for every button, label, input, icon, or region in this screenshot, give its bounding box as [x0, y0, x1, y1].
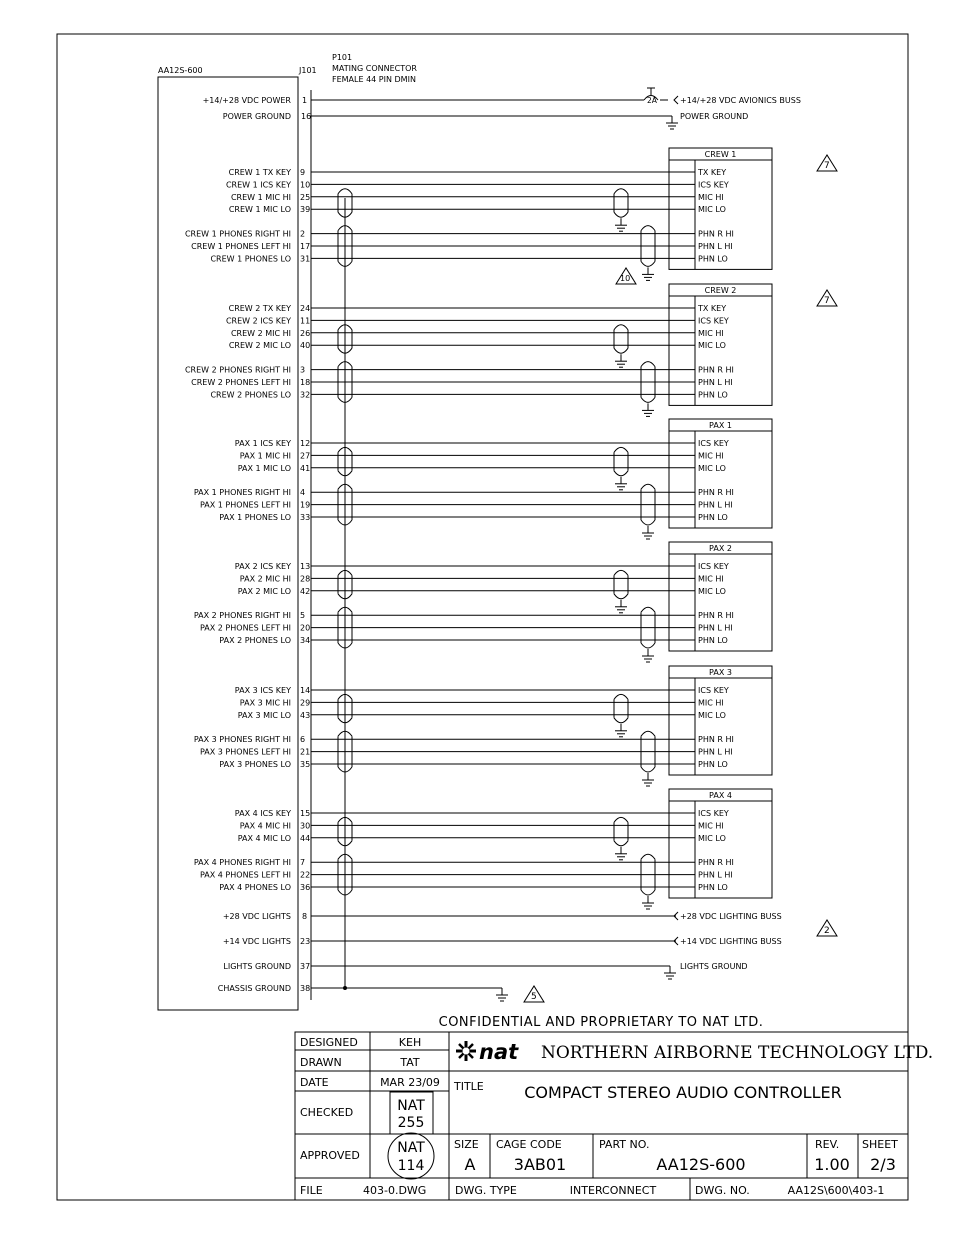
- lights-ground-pin: 37: [300, 962, 311, 971]
- signal-label: PAX 3 ICS KEY: [234, 686, 291, 695]
- pin-number: 17: [300, 242, 311, 251]
- phones-shield-ground: [642, 780, 654, 786]
- designed-value: KEH: [398, 1036, 422, 1049]
- box-pin-label: MIC HI: [698, 698, 724, 708]
- signal-label: CREW 1 ICS KEY: [225, 180, 291, 190]
- company-name: NORTHERN AIRBORNE TECHNOLOGY LTD.: [541, 1043, 934, 1063]
- logo-text: nat: [479, 1040, 519, 1064]
- dwg-no-value: AA12S\600\403-1: [787, 1184, 885, 1197]
- jack-label: J101: [299, 66, 317, 75]
- dwg-type-value: INTERCONNECT: [569, 1184, 657, 1197]
- avionics-buss-label: +14/+28 VDC AVIONICS BUSS: [680, 96, 801, 105]
- pin-number: 25: [300, 192, 311, 202]
- signal-label: CREW 1 PHONES LEFT HI: [191, 242, 291, 251]
- mic-shield-ground: [615, 607, 627, 613]
- box-pin-label: PHN R HI: [698, 858, 734, 868]
- part-no-label: PART NO.: [599, 1138, 650, 1151]
- svg-text:7: 7: [824, 161, 830, 171]
- pin-number: 33: [300, 513, 311, 522]
- lights-14-pin: 23: [300, 937, 311, 946]
- mic-shield-right: [614, 570, 628, 598]
- pin-number: 21: [300, 747, 311, 757]
- cage-code-label: CAGE CODE: [496, 1138, 562, 1151]
- rev-value: 1.00: [814, 1155, 850, 1174]
- box-pin-label: PHN L HI: [698, 747, 733, 757]
- box-pin-label: MIC LO: [698, 463, 726, 473]
- date-label: DATE: [300, 1076, 329, 1089]
- pin-number: 6: [300, 735, 306, 745]
- signal-label: CREW 1 PHONES RIGHT HI: [184, 229, 291, 239]
- station-box: [669, 542, 772, 651]
- ground-symbol: [666, 123, 678, 129]
- mic-shield-right: [614, 325, 628, 353]
- nat-logo: [456, 1040, 519, 1064]
- pin-number: 18: [300, 378, 311, 387]
- power-ground-dest: POWER GROUND: [680, 112, 749, 121]
- chassis-ground-label: CHASSIS GROUND: [217, 984, 291, 993]
- station-pax-2: [194, 542, 772, 662]
- box-pin-label: PHN R HI: [698, 229, 734, 239]
- pin-number: 5: [300, 611, 306, 621]
- pin-number: 30: [300, 821, 311, 831]
- designed-label: DESIGNED: [300, 1036, 358, 1049]
- signal-label: PAX 4 PHONES LEFT HI: [199, 870, 291, 880]
- pin-number: 7: [300, 858, 306, 868]
- box-pin-label: PHN R HI: [698, 365, 734, 375]
- box-pin-label: TX KEY: [698, 168, 727, 177]
- box-pin-label: TX KEY: [698, 304, 727, 313]
- lights-14-label: +14 VDC LIGHTS: [222, 937, 291, 946]
- signal-label: CREW 1 PHONES LO: [210, 254, 291, 264]
- signal-label: CREW 1 MIC LO: [228, 205, 291, 215]
- station-pax-4: [194, 789, 772, 909]
- signal-label: PAX 1 MIC HI: [239, 451, 291, 461]
- pin-number: 19: [300, 500, 311, 510]
- mic-shield-right: [614, 817, 628, 845]
- cage-code-value: 3AB01: [513, 1155, 567, 1174]
- box-pin-label: MIC LO: [698, 710, 726, 720]
- title-block: [295, 1032, 933, 1200]
- signal-label: PAX 3 MIC HI: [239, 698, 291, 708]
- station-pax-1: [194, 419, 772, 539]
- pin-number: 42: [300, 586, 311, 596]
- signal-label: PAX 4 PHONES RIGHT HI: [193, 858, 291, 868]
- lights-ground-dest: LIGHTS GROUND: [680, 962, 748, 971]
- drawn-label: DRAWN: [300, 1056, 342, 1069]
- checked-label: CHECKED: [300, 1106, 354, 1119]
- signal-label: PAX 2 MIC HI: [239, 574, 291, 584]
- confidential-notice: CONFIDENTIAL AND PROPRIETARY TO NAT LTD.: [438, 1015, 764, 1030]
- drawing-title: COMPACT STEREO AUDIO CONTROLLER: [524, 1083, 842, 1102]
- phones-shield-ground: [642, 533, 654, 539]
- box-pin-label: PHN R HI: [698, 488, 734, 498]
- sheet-value: 2/3: [870, 1155, 896, 1174]
- date-value: MAR 23/09: [380, 1076, 440, 1089]
- box-pin-label: MIC HI: [698, 451, 724, 461]
- note-crew2-triangle: [817, 290, 837, 306]
- chassis-ground-pin: 38: [300, 984, 311, 993]
- pin-number: 22: [300, 870, 311, 880]
- signal-label: CREW 1 MIC HI: [230, 192, 291, 202]
- pin-number: 20: [300, 623, 311, 633]
- station-box: [669, 666, 772, 775]
- box-pin-label: MIC LO: [698, 586, 726, 596]
- svg-text:5: 5: [531, 992, 537, 1002]
- box-pin-label: PHN R HI: [698, 611, 734, 621]
- signal-label: CREW 2 ICS KEY: [225, 316, 291, 326]
- signal-label: PAX 3 MIC LO: [237, 710, 291, 720]
- signal-label: CREW 2 PHONES LO: [210, 390, 291, 400]
- rev-label: REV.: [815, 1138, 840, 1151]
- approved-label: APPROVED: [300, 1149, 360, 1162]
- box-pin-label: ICS KEY: [698, 562, 729, 571]
- pin-number: 27: [300, 451, 311, 461]
- approved-stamp: [388, 1133, 434, 1179]
- station-title: PAX 1: [709, 421, 732, 430]
- plug-description-2: FEMALE 44 PIN DMIN: [332, 75, 416, 84]
- pin-number: 15: [300, 809, 311, 818]
- mic-shield-right: [614, 447, 628, 475]
- pin-number: 35: [300, 760, 311, 769]
- mic-shield-ground: [615, 484, 627, 490]
- unit-name: AA12S-600: [158, 66, 203, 75]
- station-title: PAX 3: [709, 668, 732, 677]
- station-title: PAX 4: [709, 791, 732, 800]
- lights-ground-label: LIGHTS GROUND: [223, 962, 291, 971]
- power-ground-pin: 16: [301, 112, 312, 121]
- svg-text:NAT: NAT: [397, 1140, 425, 1156]
- power-label: +14/+28 VDC POWER: [202, 96, 291, 105]
- pin-number: 4: [300, 488, 306, 498]
- signal-label: PAX 1 MIC LO: [237, 463, 291, 473]
- size-value: A: [464, 1155, 476, 1174]
- box-pin-label: ICS KEY: [698, 439, 729, 448]
- size-label: SIZE: [454, 1138, 479, 1151]
- signal-label: CREW 2 TX KEY: [228, 304, 291, 313]
- box-pin-label: PHN LO: [698, 636, 728, 645]
- signal-label: PAX 3 PHONES LEFT HI: [199, 747, 291, 757]
- sheet-label: SHEET: [862, 1138, 898, 1151]
- pin-number: 28: [300, 574, 311, 584]
- signal-label: PAX 1 PHONES LO: [219, 513, 291, 522]
- plug-description-1: MATING CONNECTOR: [332, 64, 417, 73]
- signal-label: PAX 4 PHONES LO: [219, 883, 291, 892]
- signal-label: CREW 2 PHONES RIGHT HI: [184, 365, 291, 375]
- file-value: 403-0.DWG: [363, 1184, 427, 1197]
- station-title: CREW 1: [704, 150, 737, 159]
- stations-layer: [185, 148, 772, 988]
- title-label: TITLE: [454, 1080, 484, 1093]
- pin-number: 29: [300, 698, 311, 708]
- pin-number: 24: [300, 304, 311, 313]
- power-ground-label: POWER GROUND: [222, 112, 291, 121]
- station-crew-2: [185, 284, 772, 416]
- station-title: CREW 2: [704, 286, 737, 295]
- dwg-no-label: DWG. NO.: [695, 1184, 750, 1197]
- note-chassis-triangle: [524, 986, 544, 1002]
- box-pin-label: ICS KEY: [698, 809, 729, 818]
- pin-number: 44: [300, 833, 311, 843]
- svg-text:2: 2: [824, 926, 830, 936]
- box-pin-label: PHN LO: [698, 883, 728, 892]
- box-pin-label: PHN L HI: [698, 623, 733, 633]
- mic-shield-right: [614, 189, 628, 217]
- signal-label: PAX 3 PHONES RIGHT HI: [193, 735, 291, 745]
- mic-shield-ground: [615, 854, 627, 860]
- file-label: FILE: [300, 1184, 323, 1197]
- power-pin: 1: [302, 96, 308, 105]
- pin-number: 11: [300, 316, 311, 326]
- mic-shield-ground: [615, 225, 627, 231]
- box-pin-label: MIC LO: [698, 205, 726, 215]
- pin-number: 2: [300, 229, 306, 239]
- lighting-section: [218, 912, 782, 1002]
- box-pin-label: PHN R HI: [698, 735, 734, 745]
- svg-text:NAT: NAT: [397, 1098, 425, 1114]
- box-pin-label: ICS KEY: [698, 316, 729, 326]
- shield-bus-junction: [343, 986, 347, 990]
- box-pin-label: MIC HI: [698, 192, 724, 202]
- part-no-value: AA12S-600: [656, 1155, 746, 1174]
- box-pin-label: PHN L HI: [698, 870, 733, 880]
- power-section: [203, 88, 801, 129]
- box-pin-label: MIC LO: [698, 833, 726, 843]
- signal-label: PAX 4 ICS KEY: [234, 809, 291, 818]
- pin-number: 36: [300, 883, 311, 892]
- station-box: [669, 789, 772, 898]
- signal-label: PAX 2 PHONES RIGHT HI: [193, 611, 291, 621]
- pin-number: 26: [300, 328, 311, 338]
- box-pin-label: PHN LO: [698, 254, 728, 264]
- pin-number: 40: [300, 341, 311, 351]
- signal-label: CREW 2 PHONES LEFT HI: [191, 378, 291, 387]
- phones-shield-ground: [642, 274, 654, 280]
- pin-number: 14: [300, 686, 311, 695]
- box-pin-label: PHN LO: [698, 390, 728, 400]
- mic-shield-right: [614, 694, 628, 722]
- pin-number: 41: [300, 463, 311, 473]
- station-crew-1: [185, 148, 772, 280]
- fuse-rating: 2A: [647, 96, 657, 105]
- signal-label: CREW 1 TX KEY: [228, 168, 291, 177]
- drawn-value: TAT: [400, 1056, 420, 1069]
- dwg-type-label: DWG. TYPE: [455, 1184, 517, 1197]
- signal-label: PAX 4 MIC LO: [237, 833, 291, 843]
- plug-label: P101: [332, 53, 353, 62]
- pin-number: 34: [300, 636, 311, 645]
- pin-number: 31: [300, 254, 311, 264]
- signal-label: PAX 2 PHONES LEFT HI: [199, 623, 291, 633]
- chassis-ground-symbol: [496, 995, 508, 1001]
- mic-shield-ground: [615, 361, 627, 367]
- lights-ground-symbol: [664, 973, 676, 979]
- box-pin-label: PHN L HI: [698, 500, 733, 510]
- signal-label: PAX 4 MIC HI: [239, 821, 291, 831]
- lights-14-dest: +14 VDC LIGHTING BUSS: [680, 937, 782, 946]
- checked-stamp: [390, 1092, 433, 1134]
- phones-shield-ground: [642, 903, 654, 909]
- svg-text:255: 255: [397, 1115, 425, 1131]
- fuse-symbol: [644, 88, 678, 105]
- svg-text:7: 7: [824, 296, 830, 306]
- signal-label: CREW 2 MIC HI: [230, 328, 291, 338]
- signal-label: PAX 1 ICS KEY: [234, 439, 291, 448]
- box-pin-label: PHN L HI: [698, 378, 733, 387]
- signal-label: PAX 2 PHONES LO: [219, 636, 291, 645]
- phones-shield-ground: [642, 410, 654, 416]
- box-pin-label: ICS KEY: [698, 686, 729, 695]
- box-pin-label: MIC LO: [698, 341, 726, 351]
- lights-28-pin: 8: [302, 912, 308, 921]
- signal-label: PAX 3 PHONES LO: [219, 760, 291, 769]
- pin-number: 13: [300, 562, 311, 571]
- pin-number: 43: [300, 710, 311, 720]
- svg-text:114: 114: [397, 1158, 425, 1174]
- box-pin-label: MIC HI: [698, 328, 724, 338]
- pin-number: 39: [300, 205, 311, 215]
- note-lighting-triangle: [817, 920, 837, 936]
- box-pin-label: PHN LO: [698, 513, 728, 522]
- note-crew1-triangle: [817, 155, 837, 171]
- signal-label: PAX 2 MIC LO: [237, 586, 291, 596]
- lights-28-label: +28 VDC LIGHTS: [222, 912, 291, 921]
- mic-shield-ground: [615, 731, 627, 737]
- box-pin-label: ICS KEY: [698, 180, 729, 190]
- signal-label: PAX 1 PHONES LEFT HI: [199, 500, 291, 510]
- signal-label: PAX 2 ICS KEY: [234, 562, 291, 571]
- pin-number: 3: [300, 365, 306, 375]
- box-pin-label: MIC HI: [698, 574, 724, 584]
- pin-number: 32: [300, 390, 311, 400]
- phones-shield-ground: [642, 656, 654, 662]
- station-pax-3: [194, 666, 772, 786]
- box-pin-label: PHN LO: [698, 760, 728, 769]
- station-title: PAX 2: [709, 544, 732, 553]
- signal-label: PAX 1 PHONES RIGHT HI: [193, 488, 291, 498]
- box-pin-label: MIC HI: [698, 821, 724, 831]
- note-shield-triangle: [616, 268, 636, 284]
- pin-number: 9: [300, 168, 306, 177]
- lights-28-dest: +28 VDC LIGHTING BUSS: [680, 912, 782, 921]
- box-pin-label: PHN L HI: [698, 242, 733, 251]
- pin-number: 12: [300, 439, 311, 448]
- logo-star-icon: [456, 1041, 476, 1061]
- pin-number: 10: [300, 180, 311, 190]
- signal-label: CREW 2 MIC LO: [228, 341, 291, 351]
- svg-text:10: 10: [620, 274, 631, 283]
- station-box: [669, 419, 772, 528]
